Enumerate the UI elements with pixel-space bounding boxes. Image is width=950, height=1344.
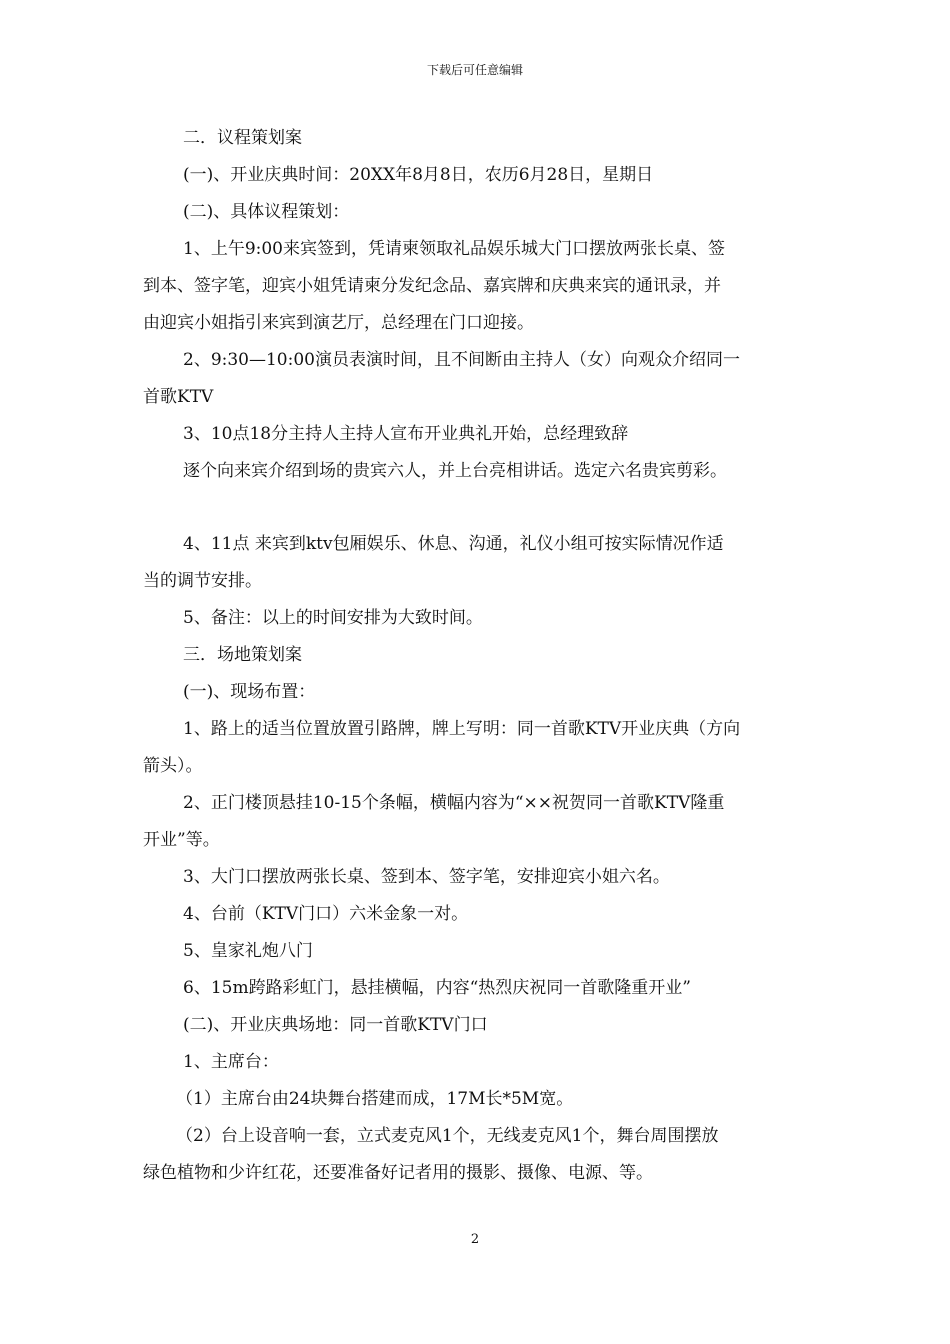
paragraph-line: 当的调节安排。 [143,571,262,591]
paragraph-line: 3、大门口摆放两张长桌、签到本、签字笔，安排迎宾小姐六名。 [183,867,670,887]
paragraph-line: （1）主席台由24块舞台搭建而成，17M长*5M宽。 [176,1089,574,1109]
paragraph-line: 6、15m跨路彩虹门，悬挂横幅，内容“热烈庆祝同一首歌隆重开业” [183,978,691,998]
paragraph-line: 1、路上的适当位置放置引路牌，牌上写明：同一首歌KTV开业庆典（方向 [183,719,741,739]
section-heading: 三．场地策划案 [183,645,302,665]
paragraph-line: 绿色植物和少许红花，还要准备好记者用的摄影、摄像、电源、等。 [143,1163,653,1183]
paragraph-line: 2、正门楼顶悬挂10-15个条幅，横幅内容为“××祝贺同一首歌KTV隆重 [183,793,725,813]
paragraph-line: 箭头）。 [143,756,203,776]
paragraph-line: (一)、现场布置： [183,682,316,702]
paragraph-line: (二)、开业庆典场地：同一首歌KTV门口 [183,1015,488,1035]
page-header: 下载后可任意编辑 [426,63,523,77]
paragraph-line: 开业”等。 [143,830,220,850]
paragraph-line: 4、11点 来宾到ktv包厢娱乐、休息、沟通，礼仪小组可按实际情况作适 [183,534,724,554]
paragraph-line: 3、10点18分主持人主持人宣布开业典礼开始，总经理致辞 [183,424,629,444]
paragraph-line: 4、台前（KTV门口）六米金象一对。 [183,904,469,924]
paragraph-line: 1、主席台： [183,1052,279,1072]
paragraph-line: （2）台上设音响一套，立式麦克风1个，无线麦克风1个，舞台周围摆放 [176,1126,719,1146]
paragraph-line: 到本、签字笔，迎宾小姐凭请柬分发纪念品、嘉宾牌和庆典来宾的通讯录，并 [143,276,721,296]
paragraph-line: 由迎宾小姐指引来宾到演艺厅，总经理在门口迎接。 [143,313,534,333]
paragraph-line: 逐个向来宾介绍到场的贵宾六人，并上台亮相讲话。选定六名贵宾剪彩。 [183,461,727,481]
paragraph-line: 1、上午9:00来宾签到，凭请柬领取礼品娱乐城大门口摆放两张长桌、签 [183,239,725,259]
paragraph-line: (一)、开业庆典时间：20XX年8月8日，农历6月28日，星期日 [183,165,654,185]
page-number: 2 [470,1232,480,1247]
section-heading: 二．议程策划案 [183,128,302,148]
document-body [143,120,807,1192]
paragraph-line: 2、9:30—10:00演员表演时间，且不间断由主持人（女）向观众介绍同一 [183,350,740,370]
paragraph-line: 5、备注：以上的时间安排为大致时间。 [183,608,483,628]
blank-gap [143,490,807,526]
paragraph-line: 首歌KTV [143,387,214,407]
paragraph-line: 5、皇家礼炮八门 [183,941,313,961]
paragraph-line: (二)、具体议程策划： [183,202,350,222]
